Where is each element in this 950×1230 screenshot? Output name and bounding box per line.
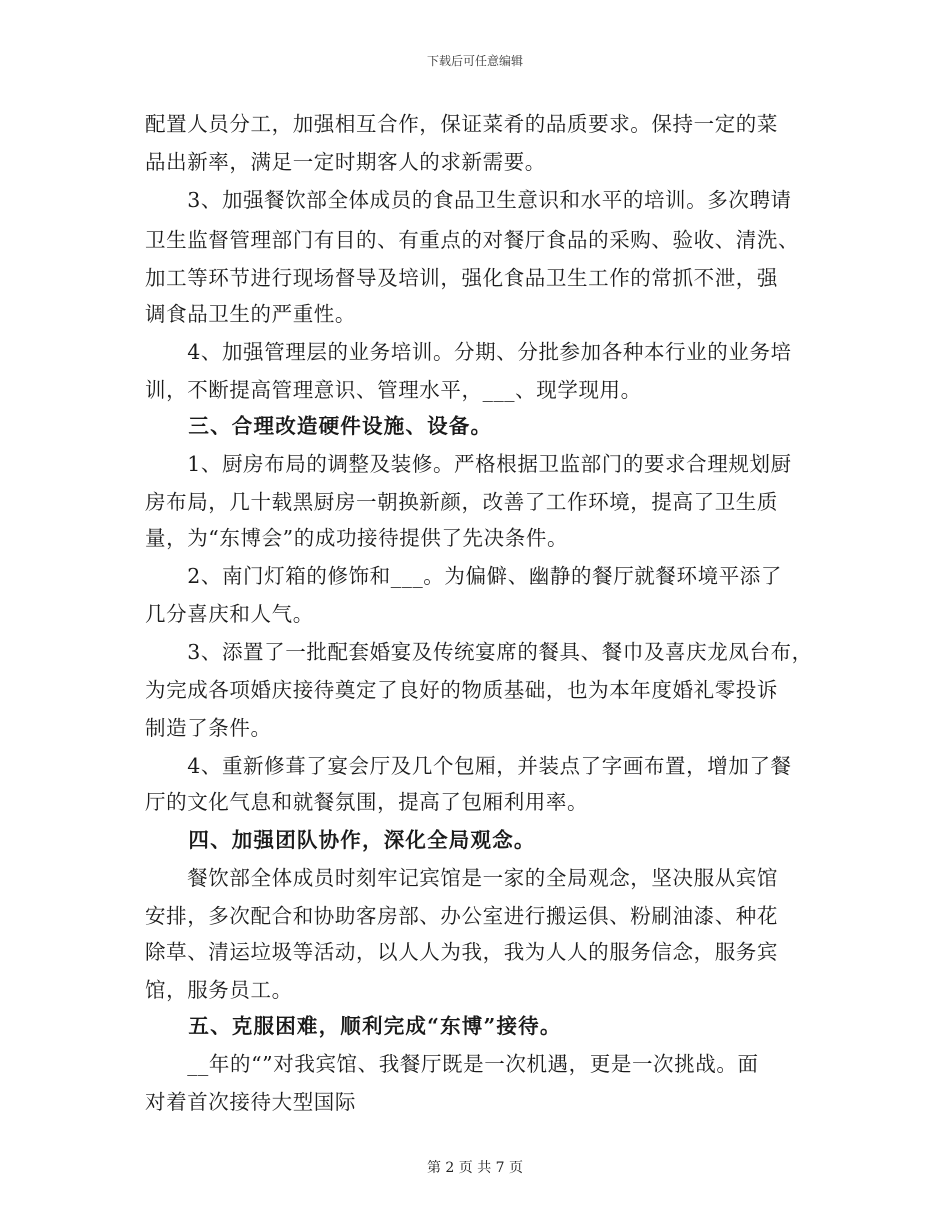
page-footer: 第 2 页 共 7 页	[426, 1160, 524, 1176]
body-text-line: 量，为“东博会”的成功接待提供了先决条件。	[145, 526, 569, 550]
body-text-line: 1、厨房布局的调整及装修。严格根据卫监部门的要求合理规划厨	[145, 452, 792, 476]
body-text-line: 品出新率，满足一定时期客人的求新需要。	[145, 150, 546, 174]
body-text-line: 餐饮部全体成员时刻牢记宾馆是一家的全局观念，坚决服从宾馆	[145, 866, 778, 890]
body-text-line: 厅的文化气息和就餐氛围，提高了包厢利用率。	[145, 790, 589, 814]
body-text-line: 训，不断提高管理意识、管理水平，___、现学现用。	[145, 378, 642, 402]
body-text-line: 安排，多次配合和协助客房部、办公室进行搬运俱、粉刷油漆、种花	[145, 904, 778, 928]
body-text-line: __年的“”对我宾馆、我餐厅既是一次机遇，更是一次挑战。面	[145, 1052, 759, 1076]
section-heading: 三、合理改造硬件设施、设备。	[145, 414, 493, 438]
section-heading: 五、克服困难，顺利完成“东博”接待。	[145, 1014, 562, 1038]
body-text-line: 为完成各项婚庆接待奠定了良好的物质基础，也为本年度婚礼零投诉	[145, 678, 778, 702]
page-header: 下载后可任意编辑	[426, 54, 523, 68]
body-text-line: 2、南门灯箱的修饰和___。为偏僻、幽静的餐厅就餐环境平添了	[145, 564, 782, 588]
body-text-line: 3、添置了一批配套婚宴及传统宴席的餐具、餐巾及喜庆龙凤台布，	[145, 640, 813, 664]
body-text-line: 调食品卫生的严重性。	[145, 302, 356, 326]
body-text-line: 卫生监督管理部门有目的、有重点的对餐厅食品的采购、验收、清洗、	[145, 228, 800, 252]
body-text-line: 制造了条件。	[145, 716, 272, 740]
body-text-line: 3、加强餐饮部全体成员的食品卫生意识和水平的培训。多次聘请	[145, 188, 792, 212]
body-text-line: 对着首次接待大型国际	[145, 1090, 356, 1114]
body-text-line: 4、重新修葺了宴会厅及几个包厢，并装点了字画布置，增加了餐	[145, 754, 792, 778]
body-text-line: 房布局，几十载黑厨房一朝换新颜，改善了工作环境，提高了卫生质	[145, 490, 778, 514]
body-text-line: 馆，服务员工。	[145, 978, 293, 1002]
body-text-line: 几分喜庆和人气。	[145, 602, 314, 626]
section-heading: 四、加强团队协作，深化全局观念。	[145, 828, 536, 852]
body-text-line: 加工等环节进行现场督导及培训，强化食品卫生工作的常抓不泄，强	[145, 266, 778, 290]
body-text-line: 4、加强管理层的业务培训。分期、分批参加各种本行业的业务培	[145, 340, 792, 364]
body-text-line: 配置人员分工，加强相互合作，保证菜肴的品质要求。保持一定的菜	[145, 112, 778, 136]
body-text-line: 除草、清运垃圾等活动，以人人为我，我为人人的服务信念，服务宾	[145, 940, 778, 964]
